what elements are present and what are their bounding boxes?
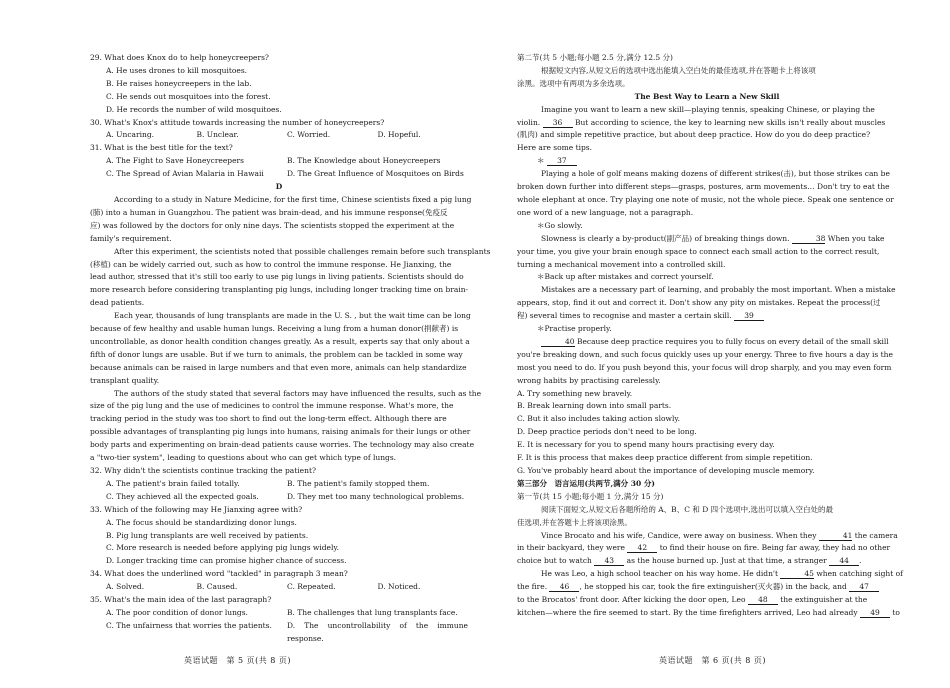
cloze-para-1	[517, 530, 897, 569]
q31-option-b: B. The Knowledge about Honeycreepers	[287, 156, 441, 166]
blank-42[interactable]: 42	[627, 543, 657, 553]
cloze-text: He was Leo, a high school teacher on his way home. He didn't	[541, 569, 778, 579]
q30-option-a: A. Uncaring.	[106, 130, 155, 140]
p4-text: 程) several times to recognise and master a certain skill.	[517, 311, 732, 321]
para3-line: because of few healthy and usable human lungs. Receiving a lung from a human donor(捐献者) is	[90, 324, 459, 334]
q34-options	[106, 581, 468, 594]
blank-49[interactable]: 49	[860, 608, 890, 618]
para3-line: Each year, thousands of lung transplants are made in the U. S. , but the wait time can be long	[114, 311, 471, 321]
q32-option-b: B. The patient's family stopped them.	[287, 478, 430, 488]
cloze2-line	[517, 594, 897, 607]
para4-line: tracking period in the study was too short to find out the long-term effect. Although there are	[90, 414, 447, 424]
blank-45[interactable]: 45	[780, 569, 814, 579]
right-page	[475, 0, 950, 688]
para1-line: family's requirement.	[90, 233, 172, 243]
q35-option-a: A. The poor condition of donor lungs.	[106, 607, 248, 617]
q32-option-c: C. They achieved all the expected goals.	[106, 491, 259, 501]
p5-line: most you need to do. If you push beyond this, your focus will drop sharply, and you may even form	[517, 362, 892, 372]
q29-option-c: C. He sends out mosquitoes into the forest.	[106, 91, 271, 101]
q34-option-d: D. Noticed.	[377, 582, 421, 592]
part-3-header: 第三部分 语言运用(共两节,满分 30 分)	[517, 478, 655, 488]
cloze-text: the fire.	[517, 582, 548, 592]
q35-options-cd	[106, 620, 468, 646]
section-2-header: 第二节(共 5 小题;每小题 2.5 分,满分 12.5 分)	[517, 53, 673, 62]
passage-para-4	[517, 284, 897, 323]
question-35: 35. What's the main idea of the last paragraph?	[90, 595, 272, 605]
cloze-text: .	[859, 556, 862, 566]
question-33: 33. Which of the following may He Jianxing agree with?	[90, 504, 303, 514]
para1-line: According to a study in Nature Medicine, for the first time, Chinese scientists fixed a pig lung	[114, 194, 472, 204]
q33-option-a: A. The focus should be standardizing donor lungs.	[106, 517, 297, 527]
blank-48[interactable]: 48	[748, 595, 778, 605]
para4-line: size of the pig lung and the use of medicines to control the immune response. What's more, the	[90, 401, 454, 411]
p1-line: Here are some tips.	[517, 143, 593, 153]
left-column	[90, 52, 491, 646]
passage-para-3	[517, 233, 897, 272]
cloze1-line	[517, 555, 897, 568]
passage-d-para-2	[90, 246, 491, 311]
cloze-text: Vince Brocato and his wife, Candice, were away on business. When they	[541, 530, 817, 540]
q32-options-ab	[106, 478, 468, 491]
p5-line-blank40	[517, 336, 897, 349]
cloze-text: to find their house on fire. Being far away, they had no other	[659, 543, 891, 553]
para4-line: possible advantages of transplanting pig lungs into humans, raising animals for their lungs or other	[90, 427, 471, 437]
blank-43[interactable]: 43	[594, 556, 624, 566]
para1-line: 应) was followed by the doctors for only nine days. The scientists stopped the experiment at the	[90, 220, 455, 230]
p2-line: Playing a hole of golf means making dozens of different strikes(击), but those strikes can be	[541, 169, 890, 179]
page-footer-5: 英语试题 第 5 页(共 8 页)	[183, 656, 292, 665]
p3-line-blank38	[517, 233, 897, 246]
q34-option-b: B. Caused.	[196, 582, 238, 592]
p1-line: Imagine you want to learn a new skill—playing tennis, speaking Chinese, or playing the	[541, 104, 875, 114]
q32-option-d: D. They met too many technological problems.	[287, 491, 465, 501]
cloze-text: when catching sight of	[816, 569, 903, 579]
option-e: E. It is necessary for you to spend many hours practising every day.	[517, 440, 775, 450]
q31-options-cd	[106, 168, 468, 181]
q33-option-c: C. More research is needed before applying pig lungs widely.	[106, 543, 340, 553]
part-3-instructions: 佳选项,并在答题卡上将该项涂黑。	[517, 517, 632, 527]
cloze2-line	[517, 607, 900, 620]
question-31: 31. What is the best title for the text?	[90, 143, 233, 153]
p3-text: When you take	[827, 233, 885, 243]
para2-line: After this experiment, the scientists noted that possible challenges remain before such transplants	[114, 246, 491, 256]
question-32: 32. Why didn't the scientists continue tracking the patient?	[90, 466, 316, 475]
para3-line: transplant quality.	[90, 375, 160, 385]
q31-option-a: A. The Fight to Save Honeycreepers	[106, 156, 244, 166]
para4-line: body parts and experimenting on brain-dead patients cause worries. The technology may also create	[90, 440, 475, 450]
para4-line: The authors of the study stated that several factors may have influenced the results, such as the	[114, 388, 482, 398]
q29-option-a: A. He uses drones to kill mosquitoes.	[106, 65, 248, 75]
q35-option-b: B. The challenges that lung transplants face.	[287, 607, 458, 617]
blank-36[interactable]: 36	[543, 118, 573, 128]
blank-47[interactable]: 47	[849, 582, 879, 592]
q29-option-d: D. He records the number of wild mosquitoes.	[106, 104, 282, 114]
p2-line: whole elephant at once. Try playing one note of music, not the whole piece. Speak one sentence or	[517, 194, 894, 204]
option-c: C. But it also includes taking action slowly.	[517, 414, 680, 424]
part-3-instructions: 阅读下面短文,从短文后各题所给的 A、B、C 和 D 四个选项中,选出可以填入空白处的最	[541, 504, 833, 514]
q31-options-ab	[106, 155, 468, 168]
blank-40[interactable]: 40	[541, 337, 575, 347]
q34-option-a: A. Solved.	[106, 582, 145, 592]
q33-option-d: D. Longer tracking time can promise higher chance of success.	[106, 556, 347, 566]
para3-line: uncontrollable, as donor health condition changes greatly. As a result, experts say that only about a	[90, 336, 470, 346]
passage-title: The Best Way to Learn a New Skill	[634, 91, 780, 101]
q31-option-c: C. The Spread of Avian Malaria in Hawaii	[106, 169, 264, 179]
cloze2-line	[517, 568, 903, 581]
passage-para-2	[517, 168, 897, 220]
blank-37[interactable]: 37	[547, 156, 577, 166]
cloze-text: in their backyard, they were	[517, 543, 625, 553]
tip-4: ＊Practise properly.	[537, 324, 612, 334]
p5-line: you're breaking down, and such focus quickly uses up your energy. Three to five hours a day is the	[517, 349, 893, 359]
para2-line: dead patients.	[90, 298, 145, 308]
blank-38[interactable]: 38	[792, 234, 826, 244]
tip-3: ＊Back up after mistakes and correct yourself.	[537, 272, 714, 282]
blank-44[interactable]: 44	[829, 556, 859, 566]
passage-para-1	[517, 104, 897, 156]
p4-line-blank39	[517, 310, 897, 323]
star-bullet: ＊	[537, 156, 545, 166]
q29-option-b: B. He raises honeycreepers in the lab.	[106, 78, 252, 88]
options-list	[517, 388, 897, 478]
page-footer-6: 英语试题 第 6 页(共 8 页)	[658, 656, 767, 665]
cloze2-line	[517, 581, 897, 594]
passage-d-para-1	[90, 194, 472, 246]
option-f: F. It is this process that makes deep practice different from simple repetition.	[517, 453, 813, 463]
para2-line: (移植) can be widely carried out, such as how to control the immune response. He Jianxing, the	[90, 259, 452, 269]
question-29: 29. What does Knox do to help honeycreepers?	[90, 53, 269, 62]
q30-option-d: D. Hopeful.	[377, 130, 421, 140]
passage-para-5	[517, 336, 897, 388]
q31-option-d: D. The Great Influence of Mosquitoes on Birds	[287, 169, 464, 179]
option-a: A. Try something new bravely.	[517, 388, 633, 398]
section-d-heading: D	[275, 182, 283, 192]
right-column	[517, 52, 903, 620]
blank-41[interactable]: 41	[819, 531, 853, 541]
p5-line: wrong habits by practising carelessly.	[517, 375, 661, 385]
p3-line: turning a mechanical movement into a controlled skill.	[517, 259, 726, 269]
q32-options-cd	[106, 491, 468, 504]
p1-line-blank36	[517, 117, 897, 130]
cloze-text: , he stopped his car, took the fire extinguisher(灭火器) in the back, and	[579, 582, 847, 592]
cloze-text: choice but to watch	[517, 556, 592, 566]
cloze1-line	[517, 542, 897, 555]
para2-line: more research before considering transplanting pig lungs, including longer tracking time on brain-	[90, 285, 469, 295]
cloze-text: the camera	[854, 530, 898, 540]
option-g: G. You've probably heard about the importance of developing muscle memory.	[517, 466, 815, 475]
cloze-text: to the Brocatos' front door. After kicking the door open, Leo	[517, 595, 746, 605]
question-34: 34. What does the underlined word "tackled" in paragraph 3 mean?	[90, 569, 348, 579]
tip-2: ＊Go slowly.	[537, 220, 583, 230]
q33-option-b: B. Pig lung transplants are well received by patients.	[106, 530, 309, 540]
q34-option-c: C. Repeated.	[287, 582, 336, 592]
q30-option-c: C. Worried.	[287, 130, 331, 140]
passage-d-para-4	[90, 388, 482, 465]
cloze-para-2	[517, 568, 903, 620]
para4-line: a "two-tier system", leading to questions about who can get which type of lungs.	[90, 453, 397, 463]
p1-text: But according to science, the key to learning new skills isn't really about muscles	[574, 117, 886, 127]
question-30: 30. What's Knox's attitude towards increasing the number of honeycreepers?	[90, 117, 385, 127]
option-d: D. Deep practice periods don't need to be long.	[517, 427, 697, 437]
section-2-instructions: 根据短文内容,从短文后的选项中选出能填入空白处的最佳选项,并在答题卡上将该项	[541, 65, 816, 75]
p4-line: Mistakes are a necessary part of learning, and probably the most important. When a mistake	[541, 285, 896, 295]
q32-option-a: A. The patient's brain failed totally.	[106, 478, 240, 488]
passage-d-para-3	[90, 310, 471, 387]
section-2-instructions: 涂黑。选项中有两项为多余选项。	[517, 78, 630, 88]
blank-39[interactable]: 39	[734, 311, 764, 321]
para3-line: because animals can be raised in large numbers and that even more, animals can help standardize	[90, 362, 467, 372]
p2-line: one word of a new language, not a paragraph.	[517, 207, 694, 217]
para1-line: (肺) into a human in Guangzhou. The patient was brain-dead, and his immune response(免疫反	[90, 207, 448, 217]
cloze-text: the extinguisher at the	[780, 595, 868, 605]
q35-options-ab	[106, 607, 468, 620]
q30-option-b: B. Unclear.	[196, 130, 239, 140]
para2-line: lead author, stressed that it's still too early to use pig lungs in living patients. Scientists should do	[90, 272, 464, 282]
q30-options	[106, 129, 468, 142]
p5-text: Because deep practice requires you to fully focus on every detail of the small skill	[576, 336, 889, 346]
cloze1-line	[517, 530, 897, 543]
part-3-section-1: 第一节(共 15 小题;每小题 1 分,满分 15 分)	[517, 491, 664, 501]
tip-1-line	[537, 155, 897, 168]
p1-line: (肌肉) and simple repetitive practice, but about deep practice. How do you do deep practice?	[517, 130, 871, 140]
para3-line: fifth of donor lungs are usable. But if we turn to animals, the problem can be tackled in some way	[90, 349, 463, 359]
q35-option-d: D. The uncontrollability of the immune response.	[287, 620, 468, 643]
cloze-text: as the house burned up. Just at that time, a stranger	[626, 556, 827, 566]
p1-text: violin.	[517, 117, 541, 127]
q35-option-c: C. The unfairness that worries the patients.	[106, 620, 272, 630]
p2-line: broken down further into different steps—grasps, postures, arm movements… Don't try to eat the	[517, 182, 890, 192]
p3-text: Slowness is clearly a by-product(副产品) of breaking things down.	[541, 233, 790, 243]
cloze-text: to	[892, 607, 900, 617]
p3-line: your time, you give your brain enough space to connect each small action to the correct result,	[517, 246, 880, 256]
option-b: B. Break learning down into small parts.	[517, 401, 672, 411]
cloze-text: kitchen—where the fire seemed to start. By the time firefighters arrived, Leo had already	[517, 607, 858, 617]
p4-line: appears, stop, find it out and correct it. Don't show any pity on mistakes. Repeat the process(过	[517, 298, 881, 308]
blank-46[interactable]: 46	[549, 582, 579, 592]
